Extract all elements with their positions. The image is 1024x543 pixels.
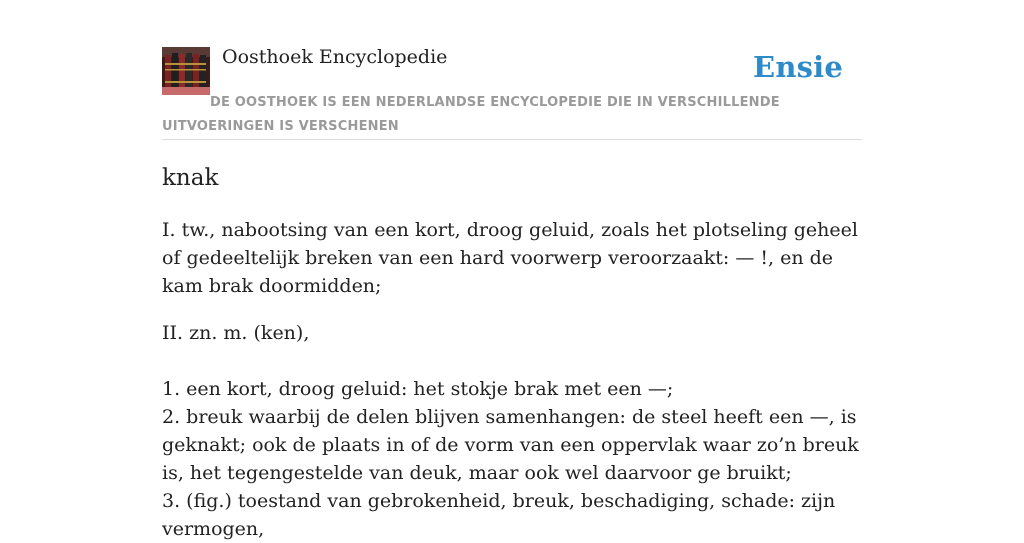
site-header [162, 44, 862, 140]
brand-logo[interactable]: Ensie [753, 50, 843, 84]
encyclopedia-books-icon[interactable] [162, 47, 210, 95]
entry-content [162, 160, 862, 543]
entry-paragraph: I. tw., nabootsing van een kort, droog geluid, zoals het plotseling geheel of gedeeltelijk breken van een hard voorwerp veroorzaakt: — !, en de kam brak doormidden; [162, 219, 858, 297]
entry-title: knak [162, 165, 219, 191]
definition-item: 3. (fig.) toestand van gebrokenheid, breuk, beschadiging, schade: zijn vermogen, [162, 490, 836, 540]
definition-list [162, 375, 862, 543]
site-tagline: DE OOSTHOEK IS EEN NEDERLANDSE ENCYCLOPEDIE DIE IN VERSCHILLENDE UITVOERINGEN IS VERSCHENEN [162, 95, 780, 134]
definition-item: 1. een kort, droog geluid: het stokje brak met een —; [162, 378, 674, 400]
definition-item: 2. breuk waarbij de delen blijven samenhangen: de steel heeft een —, is geknakt; ook de plaats in of de vorm van een oppervlak waar zo’n breuk is, het tegengestelde van deuk, maar ook wel daarvoor ge bruikt; [162, 406, 859, 484]
site-title[interactable]: Oosthoek Encyclopedie [222, 46, 448, 68]
entry-paragraph: II. zn. m. (ken), [162, 322, 310, 344]
header-divider [162, 139, 862, 140]
